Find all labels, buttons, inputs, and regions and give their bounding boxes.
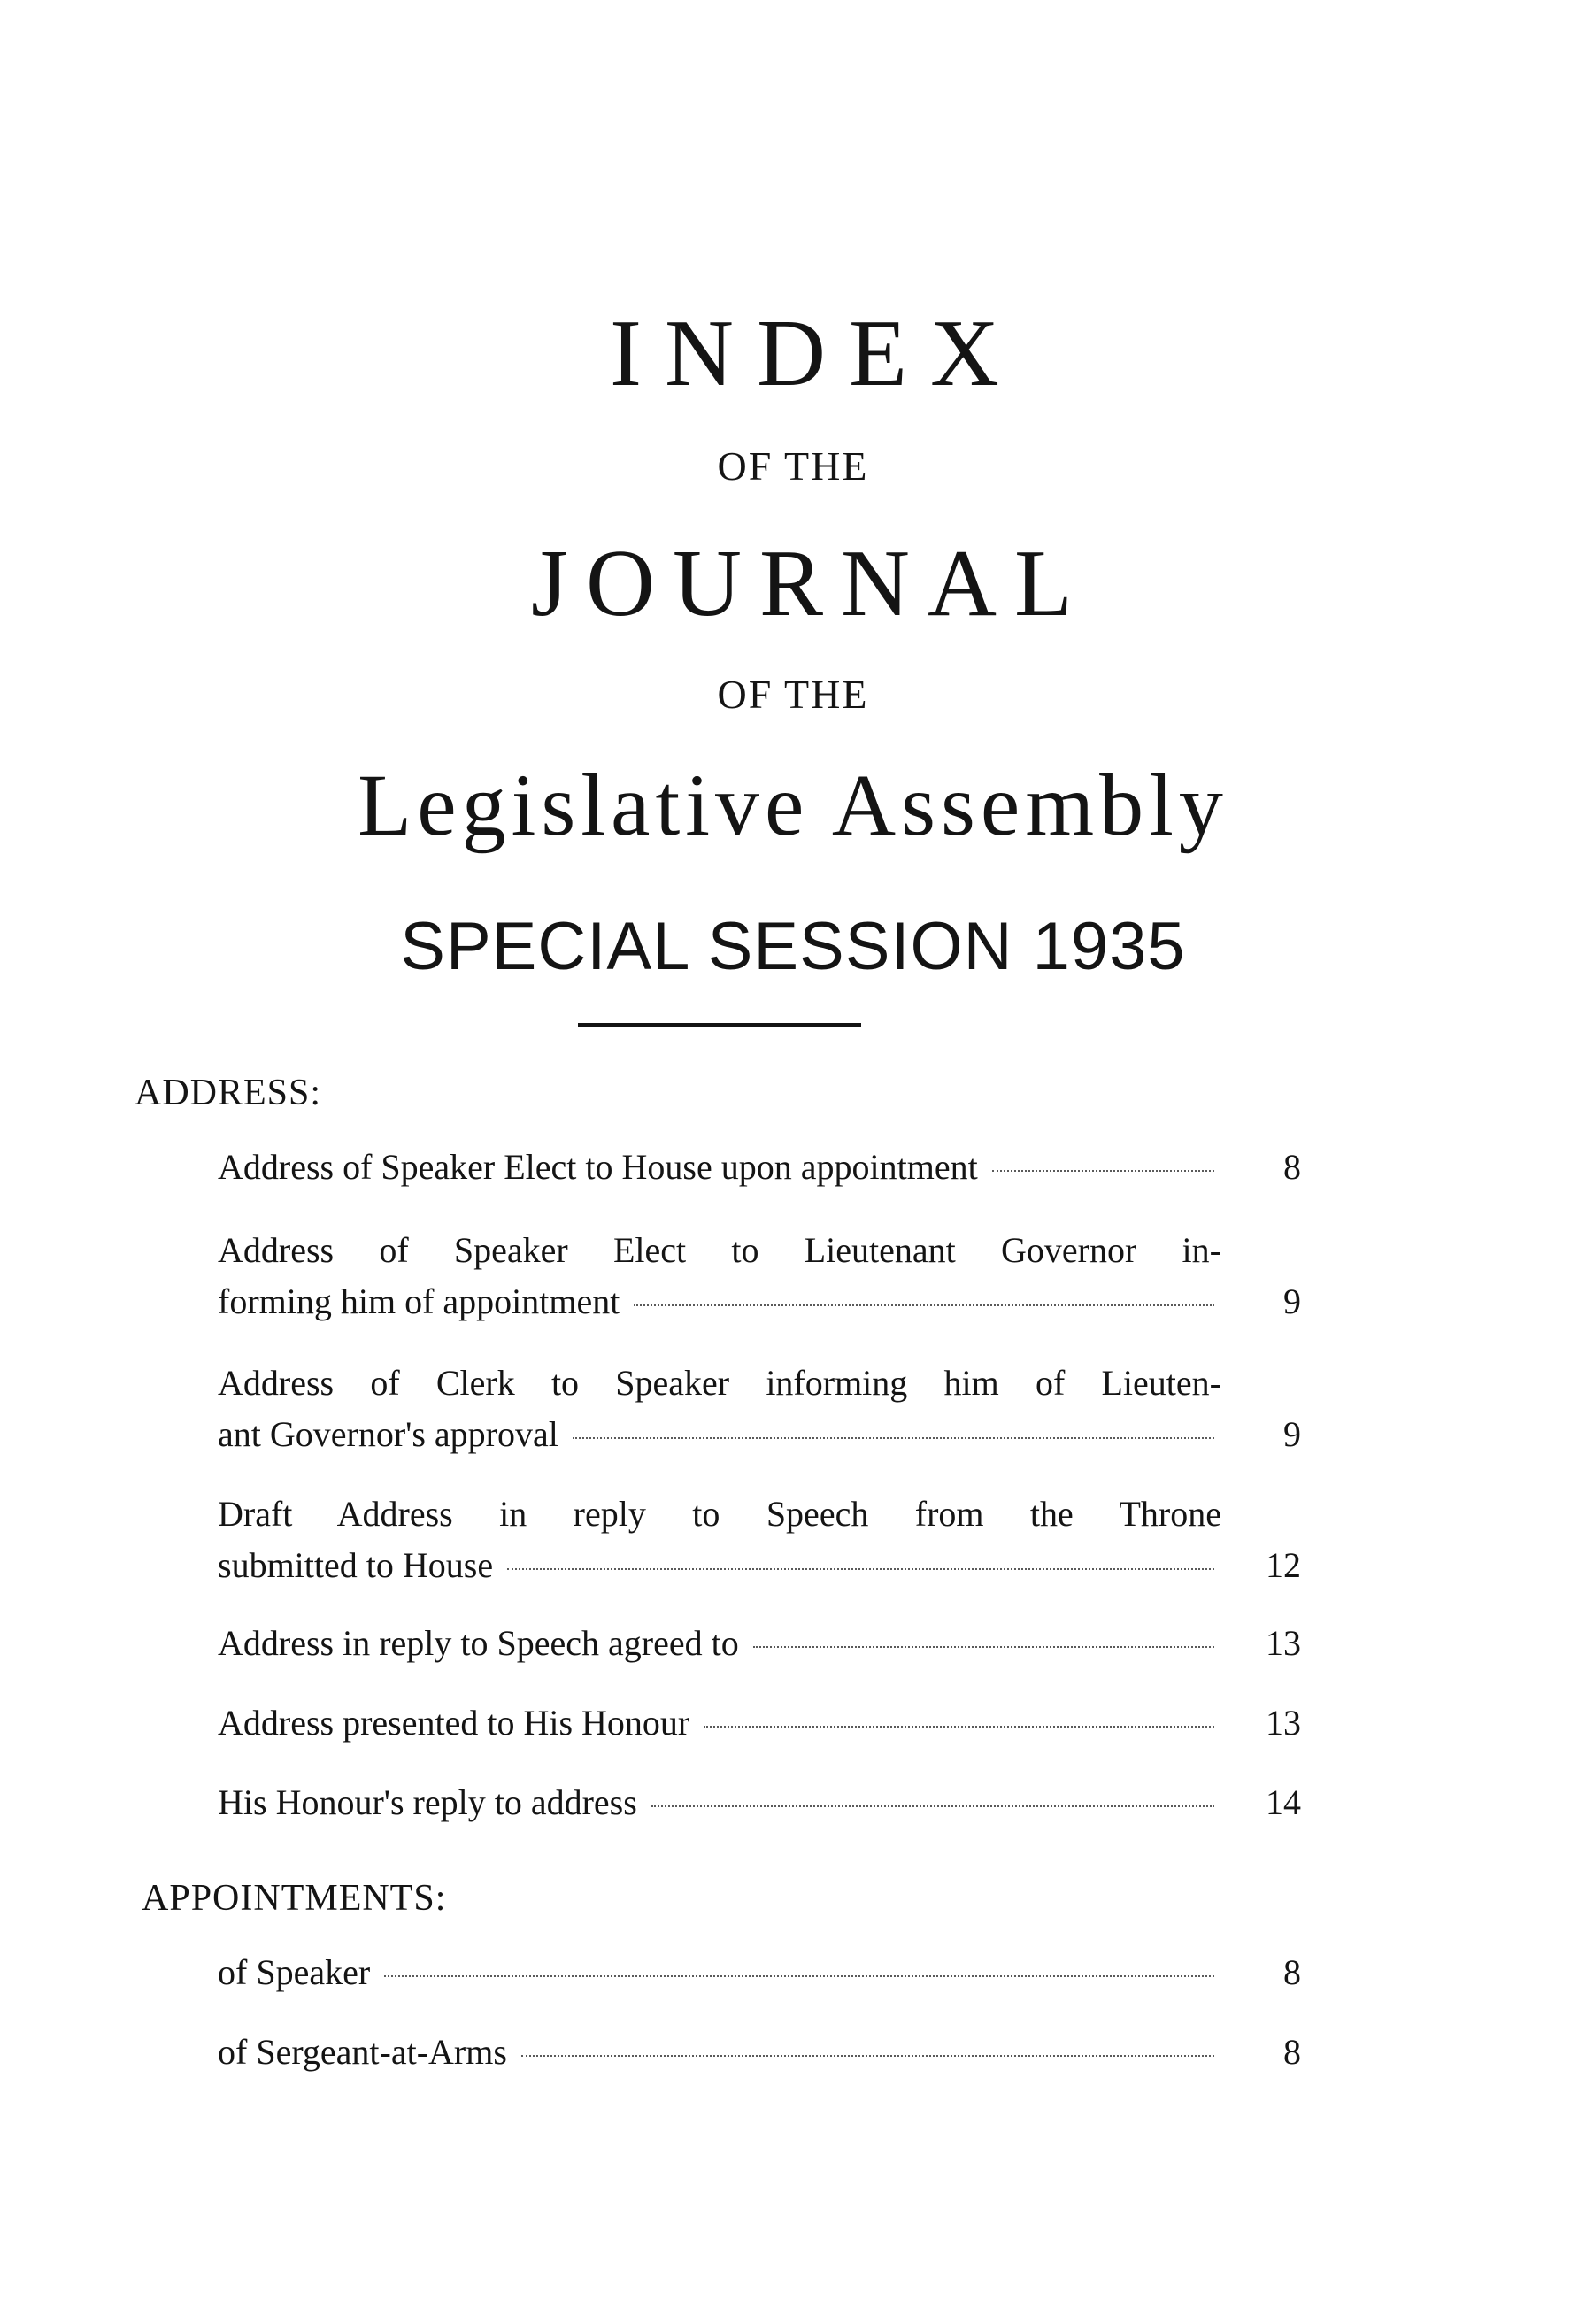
entry-line — [218, 1697, 1221, 1749]
entry-line — [218, 1358, 1221, 1409]
dot-leader — [384, 1975, 1214, 1977]
index-entry — [218, 1225, 1301, 1327]
index-entry — [218, 1618, 1301, 1669]
entry-text: Address presented to His Honour — [218, 1703, 690, 1743]
index-entry — [218, 1142, 1301, 1193]
entry-text: of Sergeant-at-Arms — [218, 2032, 507, 2072]
index-entry — [218, 2027, 1301, 2078]
entry-text: Address of Speaker Elect to Lieutenant Governor in- — [218, 1230, 1221, 1270]
entry-line — [218, 1777, 1221, 1828]
entry-line — [218, 1489, 1221, 1540]
dot-leader — [651, 1805, 1214, 1807]
page-number: 8 — [1283, 2032, 1301, 2072]
page-number: 13 — [1266, 1623, 1301, 1663]
entry-line — [218, 1276, 1221, 1327]
dot-leader — [573, 1437, 1214, 1439]
page-number: 12 — [1266, 1545, 1301, 1585]
dot-leader — [634, 1304, 1214, 1306]
page-number: 8 — [1283, 1952, 1301, 1992]
entry-text: Address of Speaker Elect to House upon appointment — [218, 1147, 978, 1187]
page-number: 8 — [1283, 1147, 1301, 1187]
index-entry — [218, 1489, 1301, 1591]
entry-line — [218, 1409, 1221, 1460]
dot-leader — [992, 1170, 1214, 1172]
page-number: 9 — [1283, 1281, 1301, 1321]
subtitle-of-the-2: OF THE — [717, 672, 869, 717]
title-divider — [578, 1023, 861, 1027]
index-entry — [218, 1947, 1301, 1998]
entry-line — [218, 1618, 1221, 1669]
entry-line — [218, 1142, 1221, 1193]
entry-text: Address in reply to Speech agreed to — [218, 1623, 739, 1663]
subtitle-of-the: OF THE — [717, 443, 869, 489]
entry-text: of Speaker — [218, 1952, 371, 1992]
page-number: 9 — [1283, 1414, 1301, 1454]
entry-line — [218, 1540, 1221, 1591]
index-entry — [218, 1358, 1301, 1460]
page-number: 13 — [1266, 1703, 1301, 1743]
page-number: 14 — [1266, 1782, 1301, 1822]
index-entry — [218, 1777, 1301, 1828]
entry-text: forming him of appointment — [218, 1281, 620, 1321]
index-entry — [218, 1697, 1301, 1749]
section-heading-address: ADDRESS: — [135, 1073, 322, 1113]
dot-leader — [753, 1646, 1214, 1648]
entry-line — [218, 2027, 1221, 2078]
entry-text: His Honour's reply to address — [218, 1782, 637, 1822]
entry-text: submitted to House — [218, 1545, 494, 1585]
entry-text: Draft Address in reply to Speech from the Throne — [218, 1494, 1221, 1534]
entry-line — [218, 1947, 1221, 1998]
entry-text: Address of Clerk to Speaker informing him of Lieuten- — [218, 1363, 1221, 1403]
title-legislative-assembly: Legislative Assembly — [358, 756, 1228, 854]
title-session: SPECIAL SESSION 1935 — [400, 909, 1186, 984]
title-index: INDEX — [610, 301, 1022, 406]
dot-leader — [704, 1726, 1214, 1728]
section-heading-appointments: APPOINTMENTS: — [142, 1878, 447, 1919]
entry-line — [218, 1225, 1221, 1276]
dot-leader — [521, 2055, 1214, 2057]
title-journal: JOURNAL — [530, 531, 1090, 636]
entry-text: ant Governor's approval — [218, 1414, 558, 1454]
dot-leader — [507, 1568, 1214, 1570]
